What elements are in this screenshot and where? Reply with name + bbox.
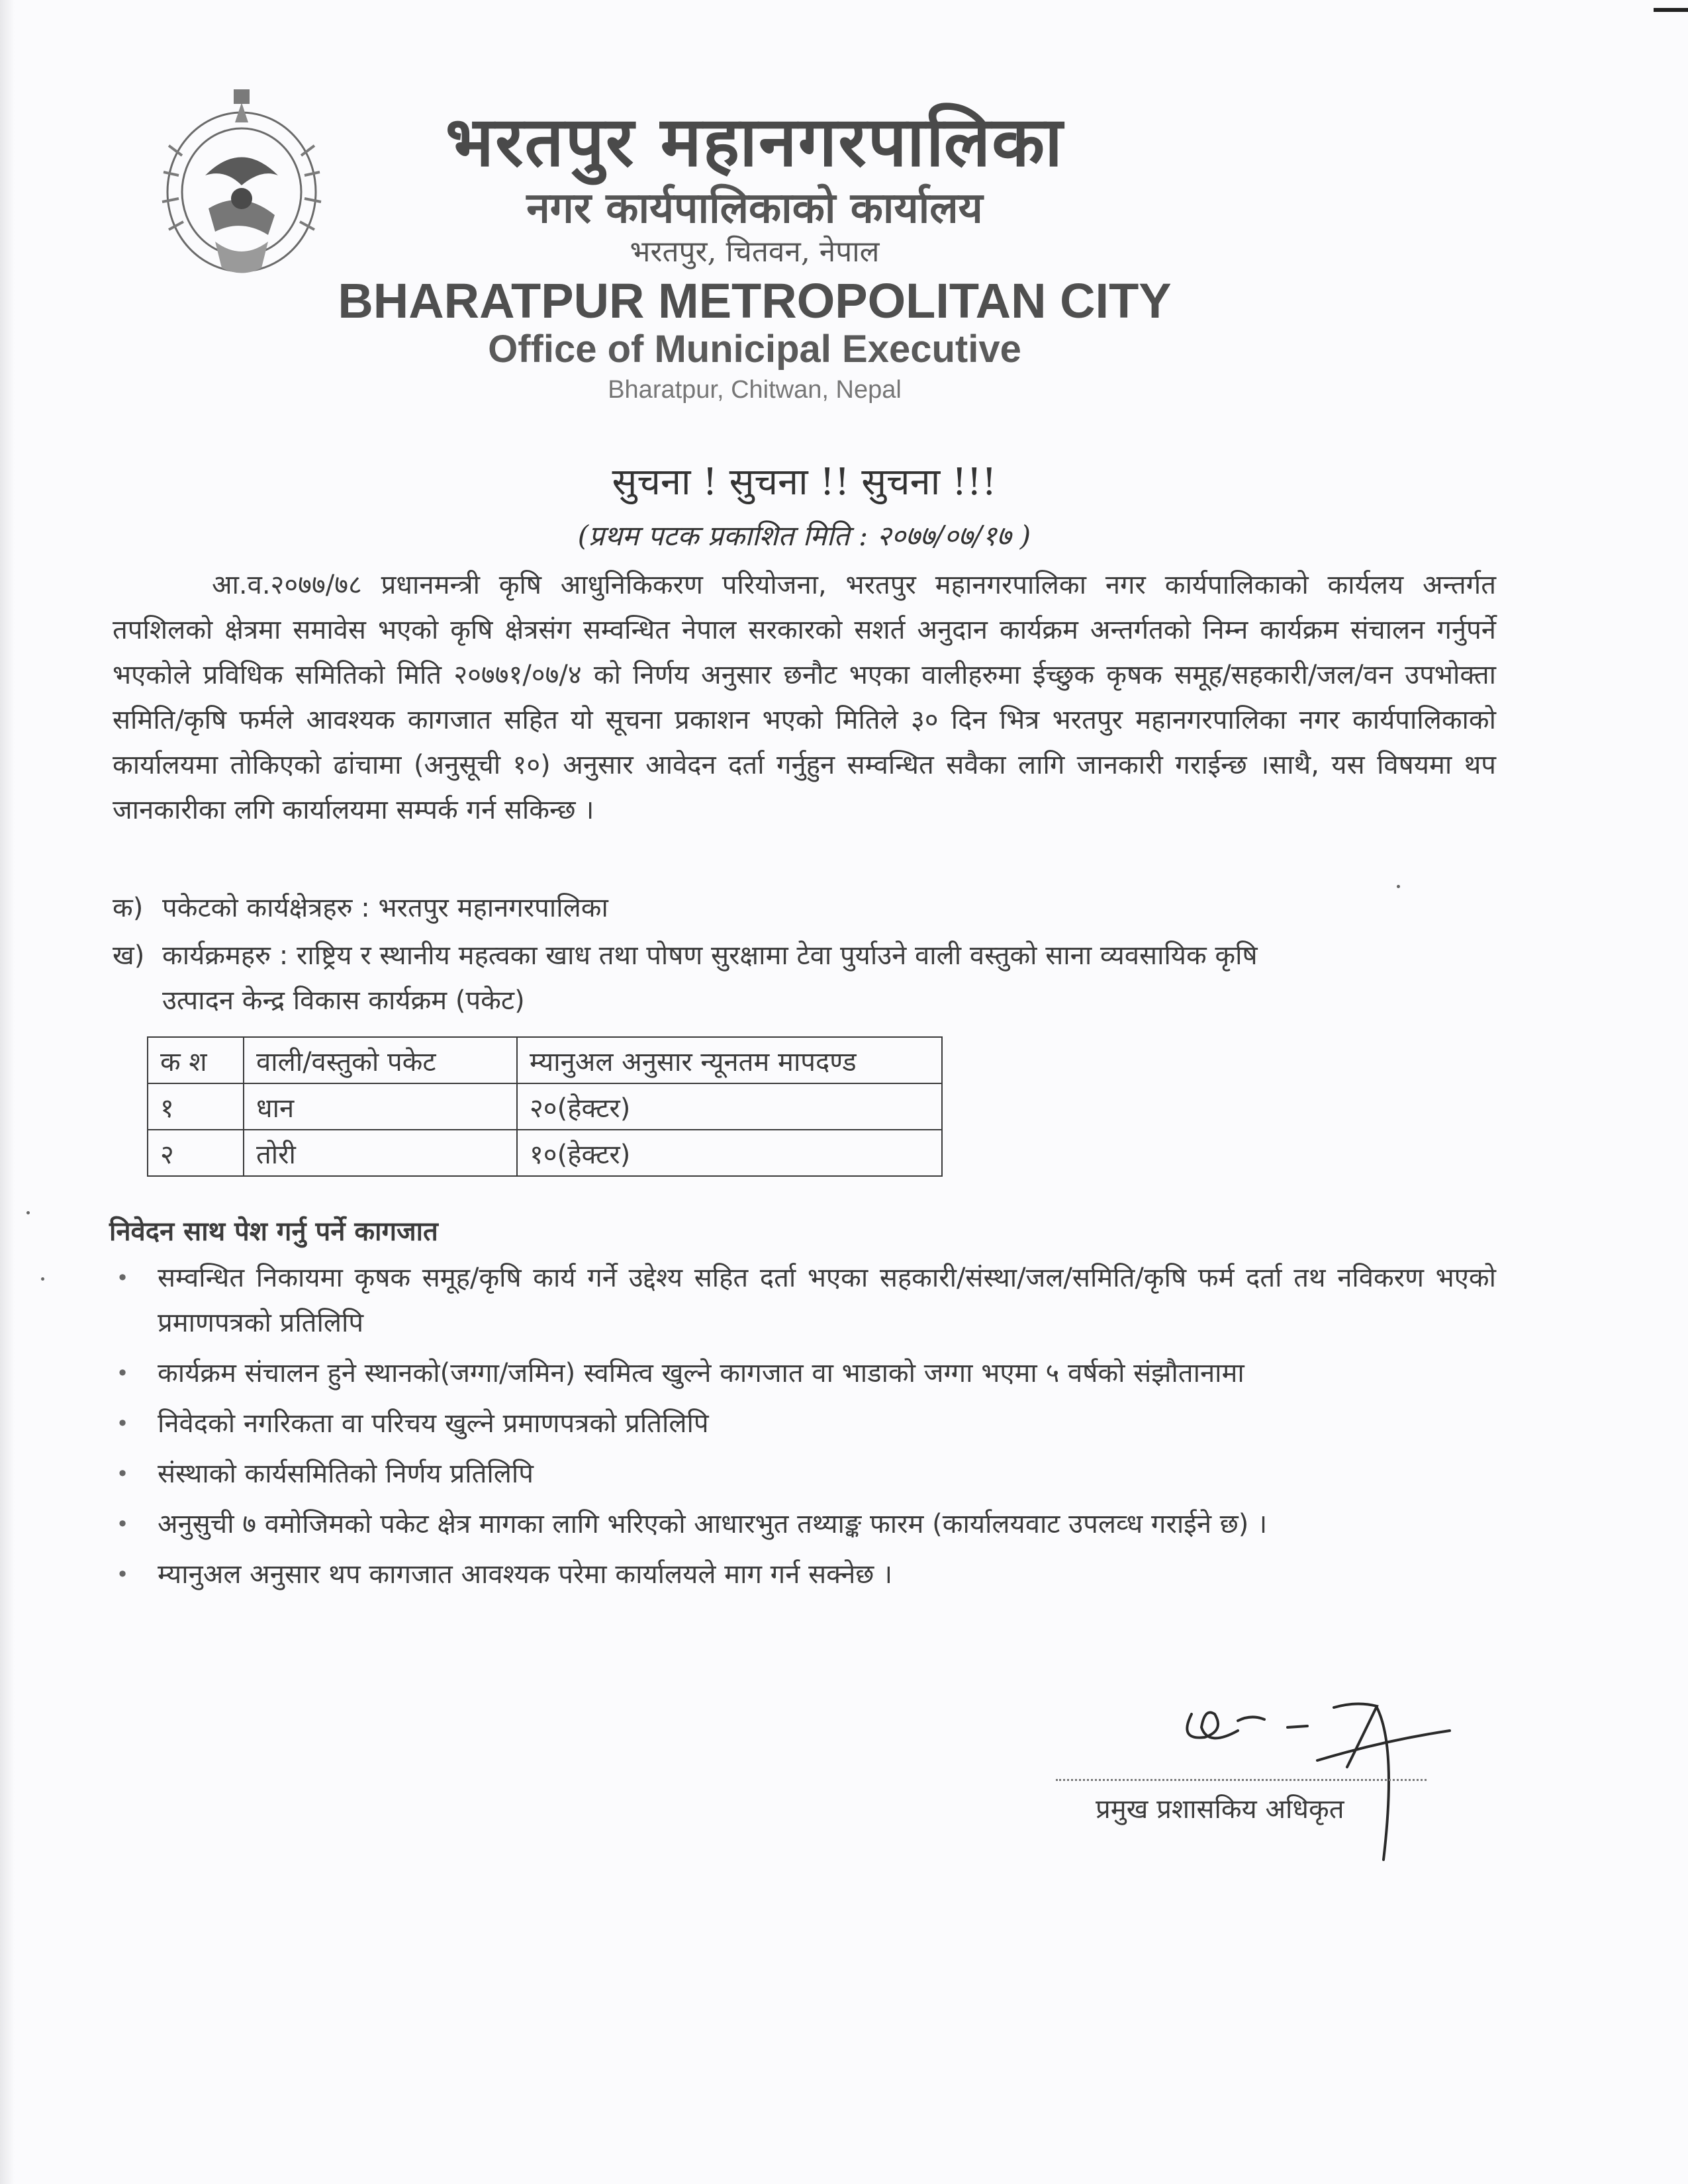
table-cell: २०(हेक्टर): [517, 1083, 942, 1130]
item-k-text: पकेटको कार्यक्षेत्रहरु : भरतपुर महानगरपालिका: [162, 893, 608, 923]
item-kh-text: कार्यक्रमहरु : राष्ट्रिय र स्थानीय महत्वका खाध तथा पोषण सुरक्षामा टेवा पुर्याउने वाली वस्तुको साना व्यवसायिक कृषि: [162, 940, 1258, 971]
table-cell: २: [148, 1130, 244, 1176]
list-item-text: निवेदको नगरिकता वा परिचय खुल्ने प्रमाणपत्रको प्रतिलिपि: [158, 1408, 709, 1439]
letterhead-address-nepali: भरतपुर, चितवन, नेपाल: [630, 235, 880, 269]
table-header-cell: वाली/वस्तुको पकेट: [244, 1037, 517, 1083]
list-item-text: सम्वन्धित निकायमा कृषक समूह/कृषि कार्य गर्ने उद्देश्य सहित दर्ता भएका सहकारी/संस्था/जल/समिति/कृषि फर्म दर्ता तथ नविकरण भएको प्रमाणपत्रको प्रतिलिपि: [158, 1263, 1496, 1338]
bullet-icon: •: [116, 1411, 129, 1436]
table-cell: धान: [244, 1083, 517, 1130]
bullet-icon: •: [116, 1512, 129, 1537]
handwritten-signature: [1165, 1668, 1562, 1866]
notice-body: आ.व.२०७७/७८ प्रधानमन्त्री कृषि आधुनिकिकरण परियोजना, भरतपुर महानगरपालिका नगर कार्यपालिकाको कार्यलय अन्तर्गत तपशिलको क्षेत्रमा समावेस भएको कृषि क्षेत्रसंग सम्वन्धित नेपाल सरकारको सशर्त अनुदान कार्यक्रम अन्तर्गतको निम्न कार्यक्रम संचालन गर्नुपर्ने भएकोले प्रविधिक समितिको मिति २०७७१/०७/४ को निर्णय अनुसार छनौट भएका वालीहरुमा ईच्छुक कृषक समूह/सहकारी/जल/वन उपभोक्ता समिति/कृषि फर्मले आवश्यक कागजात सहित यो सूचना प्रकाशन भएको मितिले ३० दिन भित्र भरतपुर महानगरपालिका नगर कार्यपालिकाको कार्यालयमा तोकिएको ढांचामा (अनुसूची १०) अनुसार आवेदन दर्ता गर्नुहुन सम्वन्धित सवैका लागि जानकारी गराईन्छ ।साथै, यस विषयमा थप जानकारीका लगि कार्यालयमा सम्पर्क गर्न सकिन्छ ।: [113, 570, 1496, 825]
item-k-label: क): [113, 893, 144, 923]
scan-corner-mark: [1654, 8, 1688, 12]
list-item-text: कार्यक्रम संचालन हुने स्थानको(जग्गा/जमिन) स्वमित्व खुल्ने कागजात वा भाडाको जग्गा भएमा ५ वर्षको संझौतानामा: [158, 1358, 1244, 1388]
table-header-row: [148, 1037, 942, 1083]
table-header-cell: क श: [148, 1037, 244, 1083]
scan-speck: [41, 1277, 44, 1281]
list-item: [113, 1502, 1496, 1547]
table-header-cell: म्यानुअल अनुसार न्यूनतम मापदण्ड: [517, 1037, 942, 1083]
list-item-text: अनुसुची ७ वमोजिमको पकेट क्षेत्र मागका लागि भरिएको आधारभुत तथ्याङ्क फारम (कार्यालयवाट उपलव्ध गराईने छ) ।: [158, 1509, 1268, 1539]
notice-title: सुचना ! सुचना !! सुचना !!!: [612, 461, 997, 504]
list-item: [113, 1401, 1496, 1446]
item-k: [113, 886, 1496, 931]
list-item: [113, 1451, 1496, 1496]
scan-speck: [26, 1211, 30, 1214]
table-cell: १०(हेक्टर): [517, 1130, 942, 1176]
letterhead-title-english: BHARATPUR METROPOLITAN CITY: [338, 273, 1172, 328]
item-kh-label: ख): [113, 940, 145, 971]
scan-edge: [0, 0, 15, 2184]
letterhead-address-english: Bharatpur, Chitwan, Nepal: [608, 376, 902, 404]
list-item-text: संस्थाको कार्यसमितिको निर्णय प्रतिलिपि: [158, 1459, 534, 1489]
bullet-icon: •: [116, 1265, 129, 1291]
item-kh-text-continued: उत्पादन केन्द्र विकास कार्यक्रम (पकेट): [162, 985, 525, 1016]
bullet-icon: •: [116, 1361, 129, 1386]
table-row: [148, 1083, 942, 1130]
bullet-icon: •: [116, 1562, 129, 1587]
letterhead-office-nepali: नगर कार्यपालिकाको कार्यालय: [526, 183, 983, 233]
list-item: [113, 1255, 1496, 1345]
scan-speck: [1397, 885, 1400, 888]
signature-line: [1056, 1779, 1427, 1781]
list-item-text: म्यानुअल अनुसार थप कागजात आवश्यक परेमा कार्यालयले माग गर्न सक्नेछ ।: [158, 1559, 893, 1590]
pocket-table: [147, 1036, 943, 1177]
table-row: [148, 1130, 942, 1176]
list-item: [113, 1351, 1496, 1396]
documents-list: [113, 1255, 1496, 1602]
item-kh: [113, 933, 1496, 1023]
bullet-icon: •: [116, 1461, 129, 1486]
letterhead-title-nepali: भरतपुर महानगरपालिका: [445, 101, 1064, 182]
table-cell: १: [148, 1083, 244, 1130]
publication-date: (प्रथम पटक प्रकाशित मिति : २०७७/०७/१७ ): [577, 520, 1031, 552]
signatory-title: प्रमुख प्रशासकिय अधिकृत: [1096, 1794, 1344, 1825]
list-item: [113, 1552, 1496, 1597]
letterhead-office-english: Office of Municipal Executive: [488, 328, 1021, 371]
table-cell: तोरी: [244, 1130, 517, 1176]
documents-heading: निवेदन साथ पेश गर्नु पर्ने कागजात: [109, 1216, 438, 1247]
